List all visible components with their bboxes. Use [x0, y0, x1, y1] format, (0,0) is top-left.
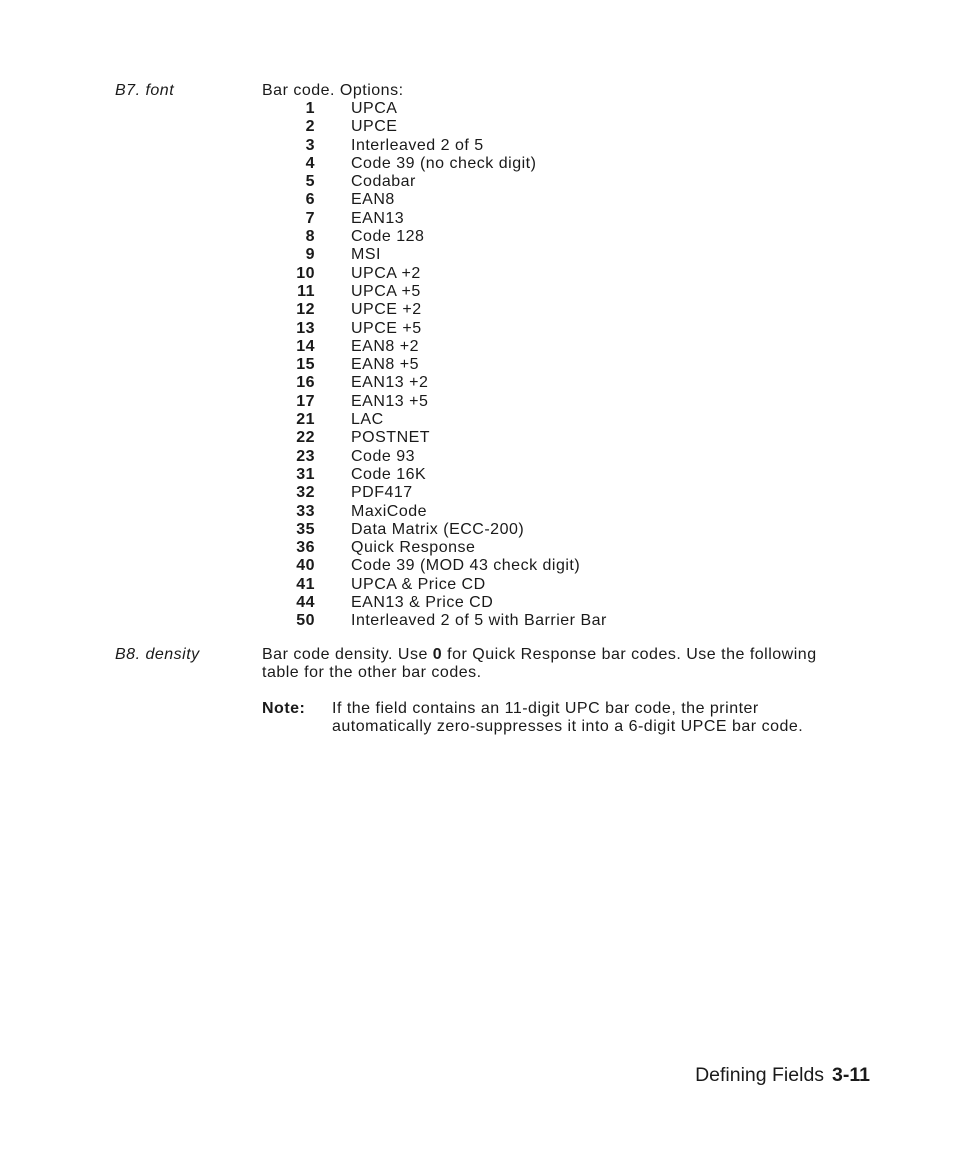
barcode-option	[262, 393, 607, 411]
option-name: EAN13	[351, 209, 405, 227]
barcode-option	[262, 612, 607, 630]
option-name: MaxiCode	[351, 502, 428, 520]
option-name: UPCE +2	[351, 301, 422, 319]
option-code: 10	[296, 264, 315, 282]
footer-page-number: 3-11	[832, 1064, 870, 1086]
option-name: EAN13 +5	[351, 392, 429, 410]
option-code: 50	[296, 612, 315, 630]
option-code: 22	[296, 429, 315, 447]
option-name: EAN8	[351, 191, 395, 209]
option-code: 1	[305, 100, 315, 117]
barcode-option	[262, 503, 607, 521]
option-name: Code 39 (MOD 43 check digit)	[351, 557, 581, 575]
barcode-option	[262, 356, 607, 374]
note-label: Note:	[262, 700, 306, 717]
option-name: LAC	[351, 411, 384, 429]
option-code: 44	[296, 594, 315, 612]
barcode-option	[262, 594, 607, 612]
barcode-option	[262, 210, 607, 228]
option-code: 7	[305, 209, 315, 227]
barcode-option	[262, 338, 607, 356]
option-code: 13	[296, 319, 315, 337]
option-code: 23	[296, 447, 315, 465]
option-code: 12	[296, 301, 315, 319]
option-code: 31	[296, 465, 315, 483]
option-name: Interleaved 2 of 5 with Barrier Bar	[351, 612, 607, 630]
option-code: 16	[296, 374, 315, 392]
option-code: 3	[305, 136, 315, 154]
note-text: If the field contains an 11-digit UPC bar code, the printer automatically zero-suppresses it into a 6-digit UPCE bar code.	[332, 700, 804, 736]
barcode-option	[262, 173, 607, 191]
option-name: Code 93	[351, 447, 415, 465]
b8-desc-line2: table for the other bar codes.	[262, 664, 482, 682]
option-name: UPCE	[351, 118, 398, 136]
barcode-option	[262, 191, 607, 209]
barcode-option	[262, 100, 607, 118]
option-code: 40	[296, 557, 315, 575]
barcode-option	[262, 448, 607, 466]
note-block	[262, 700, 852, 737]
option-code: 5	[305, 173, 315, 191]
page-footer	[695, 1063, 870, 1087]
barcode-option	[262, 118, 607, 136]
option-code: 17	[296, 392, 315, 410]
barcode-option	[262, 429, 607, 447]
barcode-option	[262, 265, 607, 283]
option-code: 2	[305, 118, 315, 136]
barcode-option	[262, 155, 607, 173]
barcode-option	[262, 484, 607, 502]
option-name: Code 39 (no check digit)	[351, 154, 537, 172]
barcode-option	[262, 283, 607, 301]
barcode-option	[262, 228, 607, 246]
option-name: UPCA	[351, 100, 398, 117]
option-name: EAN13 +2	[351, 374, 429, 392]
barcode-option	[262, 246, 607, 264]
option-name: UPCA +5	[351, 282, 421, 300]
option-code: 36	[296, 539, 315, 557]
barcode-option	[262, 466, 607, 484]
option-name: EAN8 +5	[351, 356, 419, 374]
option-name: PDF417	[351, 484, 413, 502]
option-name: EAN8 +2	[351, 337, 419, 355]
option-name: MSI	[351, 246, 381, 264]
barcode-options-list	[262, 100, 607, 631]
option-name: Code 128	[351, 228, 425, 246]
option-name: Codabar	[351, 173, 416, 191]
option-code: 15	[296, 356, 315, 374]
option-code: 33	[296, 502, 315, 520]
option-name: EAN13 & Price CD	[351, 594, 494, 612]
b8-desc-before: Bar code density. Use	[262, 646, 433, 663]
b7-intro: Bar code. Options:	[262, 82, 404, 99]
barcode-option	[262, 539, 607, 557]
option-code: 9	[305, 246, 315, 264]
option-name: Interleaved 2 of 5	[351, 136, 484, 154]
b8-description	[262, 646, 882, 683]
option-code: 21	[296, 411, 315, 429]
barcode-option	[262, 411, 607, 429]
option-name: UPCE +5	[351, 319, 422, 337]
barcode-option	[262, 557, 607, 575]
option-name: UPCA & Price CD	[351, 575, 486, 593]
option-name: UPCA +2	[351, 264, 421, 282]
option-code: 6	[305, 191, 315, 209]
b8-desc-line1-after: for Quick Response bar codes. Use the following	[442, 646, 817, 663]
barcode-option	[262, 374, 607, 392]
option-name: Data Matrix (ECC-200)	[351, 520, 525, 538]
option-name: POSTNET	[351, 429, 431, 447]
footer-section-title: Defining Fields	[695, 1064, 825, 1086]
barcode-option	[262, 137, 607, 155]
barcode-option	[262, 301, 607, 319]
option-code: 4	[305, 154, 315, 172]
option-code: 8	[305, 228, 315, 246]
option-code: 32	[296, 484, 315, 502]
b8-term: B8. density	[115, 646, 200, 663]
option-code: 41	[296, 575, 315, 593]
option-code: 14	[296, 337, 315, 355]
b8-desc-zero: 0	[432, 646, 443, 663]
option-name: Code 16K	[351, 465, 427, 483]
b7-term: B7. font	[115, 82, 175, 99]
option-code: 11	[297, 282, 315, 300]
barcode-option	[262, 576, 607, 594]
barcode-option	[262, 521, 607, 539]
barcode-option	[262, 320, 607, 338]
option-name: Quick Response	[351, 539, 476, 557]
option-code: 35	[296, 520, 315, 538]
